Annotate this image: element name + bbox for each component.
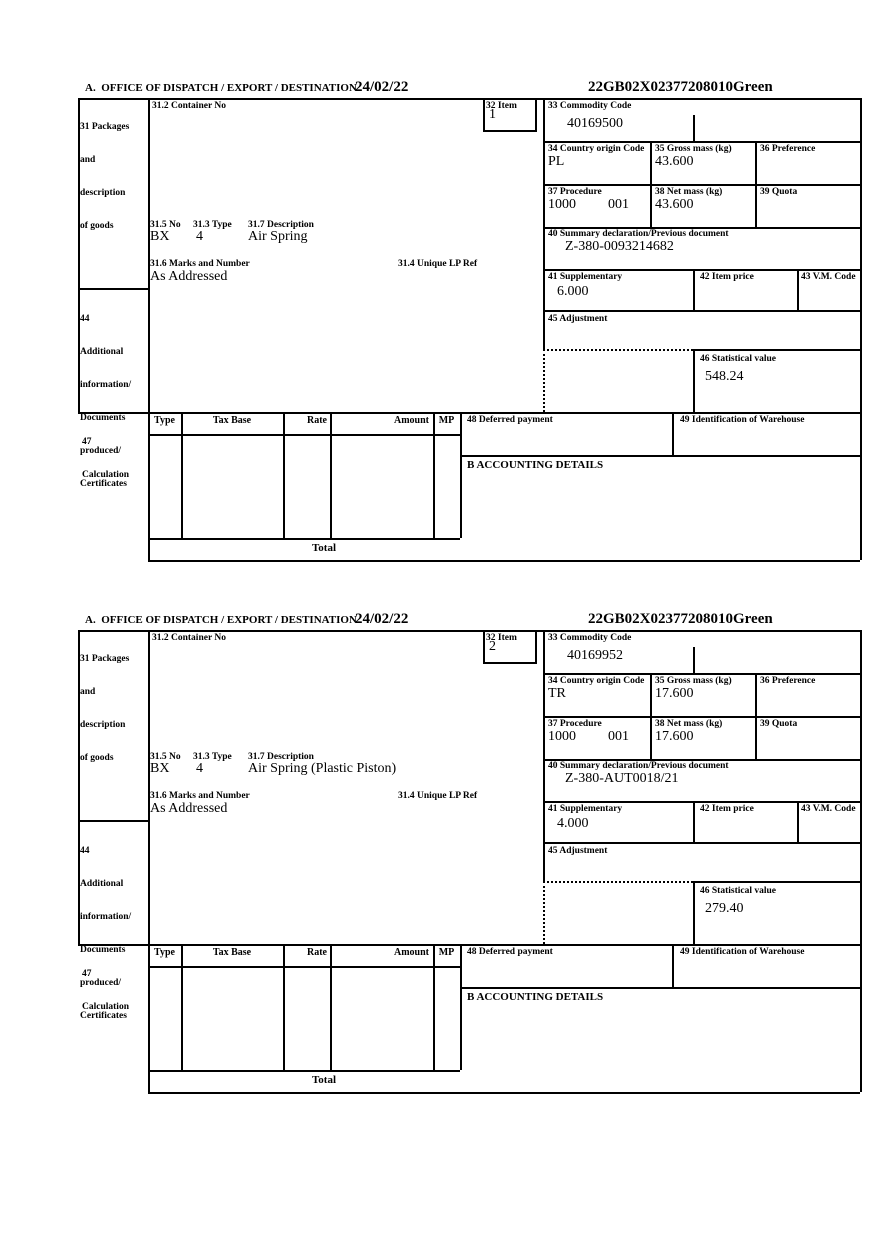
box44-label-line6: Certificates: [80, 479, 127, 489]
box39-quota-label: 39 Quota: [760, 719, 798, 729]
box47-label-line1: 47: [82, 437, 92, 447]
box35-gross-mass-label: 35 Gross mass (kg): [655, 676, 732, 686]
box34-row-bottom-border: [543, 184, 860, 186]
calc-taxbase-column-border: [283, 944, 285, 1070]
box47-label-line2: Calculation: [82, 470, 129, 480]
box32-item-label: 32 Item: [486, 101, 517, 111]
packages-type-value: 4: [196, 229, 203, 244]
box48-deferred-payment-label: 48 Deferred payment: [467, 415, 553, 425]
box31-label-line1: 31 Packages: [80, 122, 130, 132]
office-of-dispatch-label: A. OFFICE OF DISPATCH / EXPORT / DESTINATION: [85, 614, 357, 626]
box34-country-origin-label: 34 Country origin Code: [548, 144, 645, 154]
box49-warehouse-label: 49 Identification of Warehouse: [680, 415, 805, 425]
right-column-left-border: [543, 98, 545, 349]
box46-left-border: [693, 881, 695, 944]
supplementary-units-value: 6.000: [557, 284, 589, 299]
calc-type-column-header: Type: [154, 415, 175, 426]
calc-mp-column-header: MP: [438, 415, 455, 426]
box44-label-line1: 44: [80, 314, 90, 324]
box33-bottom-border: [543, 673, 860, 675]
calc-table-right-border: [460, 944, 462, 1070]
box44-label-line5: produced/: [80, 446, 122, 456]
box46-statistical-value-label: 46 Statistical value: [700, 886, 776, 896]
box44-label-line3: information/: [80, 380, 132, 390]
packages-type-value: 4: [196, 761, 203, 776]
calc-type-column-border: [181, 944, 183, 1070]
marks-and-number-value: As Addressed: [150, 801, 228, 816]
box40-bottom-border: [543, 801, 860, 803]
commodity-code-value: 40169500: [567, 116, 623, 131]
box35-36-divider: [755, 673, 757, 759]
procedure-extension-value: 001: [608, 197, 629, 212]
calculation-row-top-border: [78, 412, 860, 414]
box32-left-border: [483, 98, 485, 130]
box45-dotted-bottom-border: [543, 349, 693, 351]
box47-calculation-label: [82, 948, 129, 1034]
box49-warehouse-label: 49 Identification of Warehouse: [680, 947, 805, 957]
calc-type-column-border: [181, 412, 183, 538]
procedure-extension-value: 001: [608, 729, 629, 744]
routing-status: Green: [733, 79, 773, 95]
calc-tax-base-column-header: Tax Base: [212, 947, 252, 958]
box35-36-divider: [755, 141, 757, 227]
item-number-value: 1: [489, 107, 496, 122]
box37-procedure-label: 37 Procedure: [548, 719, 602, 729]
total-row-top-border: [148, 1070, 460, 1072]
calc-amount-column-border: [433, 412, 435, 538]
calc-rate-column-border: [330, 944, 332, 1070]
box34-row-bottom-border: [543, 716, 860, 718]
box33-commodity-code-label: 33 Commodity Code: [548, 633, 632, 643]
box40-summary-declaration-label: 40 Summary declaration/Previous document: [548, 761, 729, 771]
accounting-details-label: B ACCOUNTING DETAILS: [467, 459, 604, 471]
box31-2-container-no-label: 31.2 Container No: [152, 633, 226, 643]
gross-mass-value: 17.600: [655, 686, 694, 701]
box31-label-line4: of goods: [80, 221, 114, 231]
box31-label-line3: description: [80, 720, 126, 730]
calc-rate-column-header: Rate: [307, 947, 327, 958]
box41-supplementary-label: 41 Supplementary: [548, 804, 623, 814]
declaration-date: 24/02/22: [355, 611, 409, 627]
box40-bottom-border: [543, 269, 860, 271]
box48-deferred-payment-label: 48 Deferred payment: [467, 947, 553, 957]
box41-row-bottom-border: [543, 842, 860, 844]
box42-item-price-label: 42 Item price: [700, 804, 754, 814]
routing-status: Green: [733, 611, 773, 627]
box32-right-border: [535, 98, 537, 130]
form-top-border: [78, 98, 860, 100]
country-origin-value: PL: [548, 154, 565, 169]
box33-commodity-code-label: 33 Commodity Code: [548, 101, 632, 111]
net-mass-value: 17.600: [655, 729, 694, 744]
box31-label-line3: description: [80, 188, 126, 198]
box34-country-origin-label: 34 Country origin Code: [548, 676, 645, 686]
box44-label-line1: 44: [80, 846, 90, 856]
goods-description-value: Air Spring: [248, 229, 308, 244]
box44-label-line2: Additional: [80, 347, 124, 357]
box31-3-type-label: 31.3 Type: [193, 220, 232, 230]
box32-bottom-border: [483, 130, 537, 132]
box36-preference-label: 36 Preference: [760, 144, 816, 154]
box31-2-container-no-label: 31.2 Container No: [152, 101, 226, 111]
box45-adjustment-label: 45 Adjustment: [548, 314, 608, 324]
calc-tax-base-column-header: Tax Base: [212, 415, 252, 426]
box31-7-description-label: 31.7 Description: [248, 752, 314, 762]
procedure-code-value: 1000: [548, 729, 576, 744]
calc-amount-column-header: Amount: [393, 947, 429, 958]
commodity-code-value: 40169952: [567, 648, 623, 663]
box32-item-label: 32 Item: [486, 633, 517, 643]
previous-document-value: Z-380-0093214682: [565, 239, 674, 254]
net-mass-value: 43.600: [655, 197, 694, 212]
calc-amount-column-header: Amount: [393, 415, 429, 426]
statistical-value: 279.40: [705, 901, 744, 916]
left-column-divider: [78, 288, 148, 290]
box44-label-line4: Documents: [80, 413, 126, 423]
box42-43-divider: [797, 801, 799, 842]
box45-adjustment-label: 45 Adjustment: [548, 846, 608, 856]
form-bottom-border: [148, 1092, 860, 1094]
box31-5-no-label: 31.5 No: [150, 752, 181, 762]
left-column-right-border: [148, 98, 150, 560]
declaration-date: 24/02/22: [355, 79, 409, 95]
form-bottom-border: [148, 560, 860, 562]
box41-42-divider: [693, 801, 695, 842]
form-top-border: [78, 630, 860, 632]
box38-net-mass-label: 38 Net mass (kg): [655, 187, 723, 197]
box46-statistical-value-label: 46 Statistical value: [700, 354, 776, 364]
calc-taxbase-column-border: [283, 412, 285, 538]
total-row-top-border: [148, 538, 460, 540]
box34-35-divider: [650, 141, 652, 227]
box42-item-price-label: 42 Item price: [700, 272, 754, 282]
box46-top-border: [693, 881, 860, 883]
calc-type-column-header: Type: [154, 947, 175, 958]
box33-bottom-border: [543, 141, 860, 143]
calc-rate-column-header: Rate: [307, 415, 327, 426]
box40-summary-declaration-label: 40 Summary declaration/Previous document: [548, 229, 729, 239]
box43-vm-code-label: 43 V.M. Code: [801, 804, 856, 814]
box43-vm-code-label: 43 V.M. Code: [801, 272, 856, 282]
box46-left-border: [693, 349, 695, 412]
box31-4-unique-lp-ref-label: 31.4 Unique LP Ref: [398, 791, 478, 801]
box31-label-line2: and: [80, 687, 96, 697]
box48-row-bottom-border: [460, 455, 860, 457]
box41-row-bottom-border: [543, 310, 860, 312]
box37-procedure-label: 37 Procedure: [548, 187, 602, 197]
calculation-row-top-border: [78, 944, 860, 946]
box33-inner-divider: [693, 115, 695, 141]
box45-dotted-bottom-border: [543, 881, 693, 883]
packages-no-value: BX: [150, 229, 170, 244]
previous-document-value: Z-380-AUT0018/21: [565, 771, 679, 786]
marks-and-number-value: As Addressed: [150, 269, 228, 284]
box38-net-mass-label: 38 Net mass (kg): [655, 719, 723, 729]
calc-rate-column-border: [330, 412, 332, 538]
country-origin-value: TR: [548, 686, 566, 701]
box47-label-line2: Calculation: [82, 1002, 129, 1012]
movement-reference-number: 22GB02X02377208010: [588, 611, 734, 627]
supplementary-units-value: 4.000: [557, 816, 589, 831]
box48-row-bottom-border: [460, 987, 860, 989]
calc-header-bottom-border: [148, 434, 460, 436]
box31-7-description-label: 31.7 Description: [248, 220, 314, 230]
box31-5-no-label: 31.5 No: [150, 220, 181, 230]
box47-label-line1: 47: [82, 969, 92, 979]
box35-gross-mass-label: 35 Gross mass (kg): [655, 144, 732, 154]
sad-item-1-section: [0, 78, 882, 564]
box41-supplementary-label: 41 Supplementary: [548, 272, 623, 282]
box48-49-divider: [672, 412, 674, 455]
goods-description-value: Air Spring (Plastic Piston): [248, 761, 397, 776]
box31-label-line2: and: [80, 155, 96, 165]
right-column-left-border: [543, 630, 545, 881]
total-row-label: Total: [311, 542, 337, 554]
calc-table-right-border: [460, 412, 462, 538]
sad-item-2-section: [0, 610, 882, 1096]
box44-label-line2: Additional: [80, 879, 124, 889]
box33-inner-divider: [693, 647, 695, 673]
office-of-dispatch-label: A. OFFICE OF DISPATCH / EXPORT / DESTINATION: [85, 82, 357, 94]
box31-packages-label: [80, 101, 129, 253]
box31-4-unique-lp-ref-label: 31.4 Unique LP Ref: [398, 259, 478, 269]
box31-packages-label: [80, 633, 129, 785]
box31-3-type-label: 31.3 Type: [193, 752, 232, 762]
box42-43-divider: [797, 269, 799, 310]
box44-label-line4: Documents: [80, 945, 126, 955]
box48-49-divider: [672, 944, 674, 987]
total-row-label: Total: [311, 1074, 337, 1086]
accounting-details-label: B ACCOUNTING DETAILS: [467, 991, 604, 1003]
procedure-code-value: 1000: [548, 197, 576, 212]
box36-preference-label: 36 Preference: [760, 676, 816, 686]
calc-amount-column-border: [433, 944, 435, 1070]
statistical-value: 548.24: [705, 369, 744, 384]
box31-label-line1: 31 Packages: [80, 654, 130, 664]
form-right-border: [860, 630, 862, 1092]
gross-mass-value: 43.600: [655, 154, 694, 169]
box46-top-border: [693, 349, 860, 351]
calc-mp-column-header: MP: [438, 947, 455, 958]
left-column-divider: [78, 820, 148, 822]
movement-reference-number: 22GB02X02377208010: [588, 79, 734, 95]
form-right-border: [860, 98, 862, 560]
box39-quota-label: 39 Quota: [760, 187, 798, 197]
right-column-dotted-border: [543, 349, 545, 412]
box47-calculation-label: [82, 416, 129, 502]
box31-6-marks-label: 31.6 Marks and Number: [150, 791, 250, 801]
left-column-right-border: [148, 630, 150, 1092]
calc-header-bottom-border: [148, 966, 460, 968]
box44-label-line3: information/: [80, 912, 132, 922]
box34-35-divider: [650, 673, 652, 759]
box44-label-line5: produced/: [80, 978, 122, 988]
box31-label-line4: of goods: [80, 753, 114, 763]
packages-no-value: BX: [150, 761, 170, 776]
box31-6-marks-label: 31.6 Marks and Number: [150, 259, 250, 269]
box44-label-line6: Certificates: [80, 1011, 127, 1021]
box32-bottom-border: [483, 662, 537, 664]
right-column-dotted-border: [543, 881, 545, 944]
box32-left-border: [483, 630, 485, 662]
item-number-value: 2: [489, 639, 496, 654]
box32-right-border: [535, 630, 537, 662]
box41-42-divider: [693, 269, 695, 310]
